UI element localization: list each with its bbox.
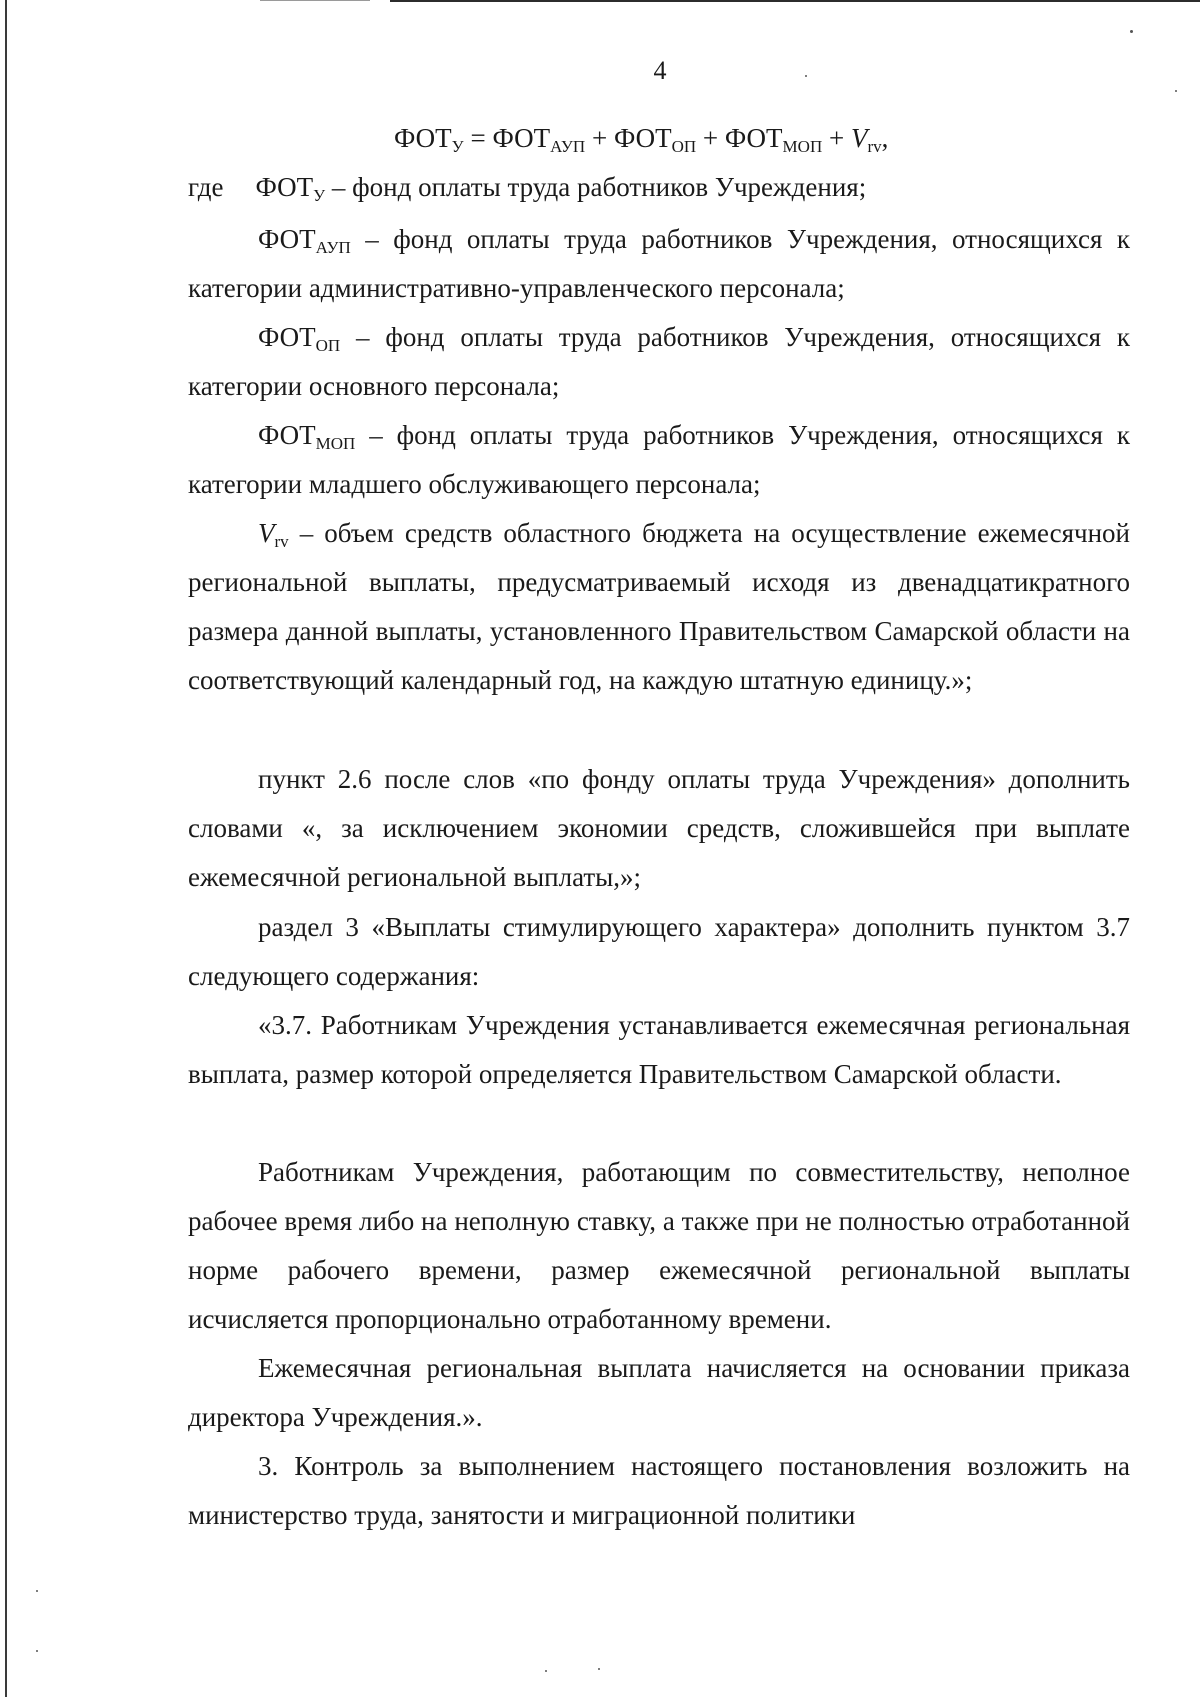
formula-term-aup-sub: АУП: [550, 137, 586, 156]
formula-plus: +: [822, 123, 851, 153]
scan-speck: [36, 1590, 38, 1592]
scan-speck: [1175, 90, 1177, 92]
definition-where: где: [188, 172, 224, 202]
paragraph-text: Работникам Учреждения, работающим по совместительству, неполное рабочее время либо на неполную ставку, а также при не полностью отработанной норме рабочего времени, размер ежемесячной региональной выплаты исчисляется пропорционально отработанному времени.: [188, 1157, 1130, 1334]
definition-term: ФОТ: [258, 322, 316, 352]
scan-left-edge: [5, 0, 7, 1697]
scan-top-edge: [390, 0, 1200, 2]
definition-text: – фонд оплаты труда работников Учреждения, относящихся к категории административно-управленческого персонала;: [188, 224, 1130, 303]
definition-term-sub: rv: [274, 532, 289, 551]
formula-term-v: V: [850, 123, 868, 153]
formula-term-op-sub: ОП: [671, 137, 697, 156]
formula-end: ,: [881, 123, 889, 153]
definition-text: – объем средств областного бюджета на осуществление ежемесячной региональной выплаты, предусматриваемый исходя из двенадцатикратного размера данной выплаты, установленного Правительством Самарской области на соответствующий календарный год, на каждую штатную единицу.»;: [188, 518, 1130, 695]
definition-term: ФОТ: [258, 224, 316, 254]
formula-plus: +: [585, 123, 614, 153]
scan-speck: [1130, 30, 1133, 33]
page-number: 4: [653, 56, 667, 85]
definition-text: – фонд оплаты труда работников Учреждения, относящихся к категории основного персонала;: [188, 322, 1130, 401]
definition-v-rv: [188, 509, 1130, 705]
formula-term-op: ФОТ: [613, 123, 672, 153]
formula-lhs: ФОТ: [394, 123, 452, 153]
paragraph-punkt-2-6: [188, 755, 1130, 902]
formula-eq: =: [463, 123, 493, 153]
formula-term-mop: ФОТ: [724, 123, 783, 153]
paragraph-part-time: [188, 1148, 1130, 1344]
paragraph-text: 3. Контроль за выполнением настоящего постановления возложить на министерство труда, занятости и миграционной политики: [188, 1451, 1130, 1530]
scan-top-edge-faint: [260, 0, 370, 1]
paragraph-text: раздел 3 «Выплаты стимулирующего характера» дополнить пунктом 3.7 следующего содержания:: [188, 912, 1130, 991]
definition-term: ФОТ: [258, 420, 316, 450]
paragraph-control: [188, 1442, 1130, 1540]
paragraph-text: Ежемесячная региональная выплата начисляется на основании приказа директора Учреждения.».: [188, 1353, 1130, 1432]
scan-speck: [598, 1668, 600, 1670]
definition-fot-op: [188, 313, 1130, 411]
definition-term: V: [258, 518, 275, 548]
formula-term-mop-sub: МОП: [782, 137, 823, 156]
definition-fot-u: [188, 172, 1130, 203]
formula-plus: +: [696, 123, 725, 153]
paragraph-3-7: [188, 1001, 1130, 1099]
definition-term: ФОТ: [255, 172, 314, 202]
definition-term-sub: У: [313, 186, 326, 205]
formula-term-aup: ФОТ: [492, 123, 551, 153]
formula-fot: [394, 123, 888, 154]
definition-term-sub: МОП: [315, 434, 356, 453]
paragraph-text: пункт 2.6 после слов «по фонду оплаты труда Учреждения» дополнить словами «, за исключением экономии средств, сложившейся при выплате ежемесячной региональной выплаты,»;: [188, 764, 1130, 892]
formula-lhs-sub: У: [451, 137, 464, 156]
definition-text: – фонд оплаты труда работников Учреждения;: [325, 172, 867, 202]
scan-speck: [36, 1650, 38, 1652]
definition-text: – фонд оплаты труда работников Учреждения, относящихся к категории младшего обслуживающего персонала;: [188, 420, 1130, 499]
paragraph-text: «3.7. Работникам Учреждения устанавливается ежемесячная региональная выплата, размер которой определяется Правительством Самарской области.: [188, 1010, 1130, 1089]
definition-term-sub: АУП: [315, 238, 351, 257]
definition-fot-aup: [188, 215, 1130, 313]
definition-term-sub: ОП: [315, 336, 341, 355]
scan-speck: [545, 1670, 547, 1672]
paragraph-razdel-3: [188, 903, 1130, 1001]
paragraph-order: [188, 1344, 1130, 1442]
formula-term-v-sub: rv: [867, 137, 882, 156]
definition-fot-mop: [188, 411, 1130, 509]
